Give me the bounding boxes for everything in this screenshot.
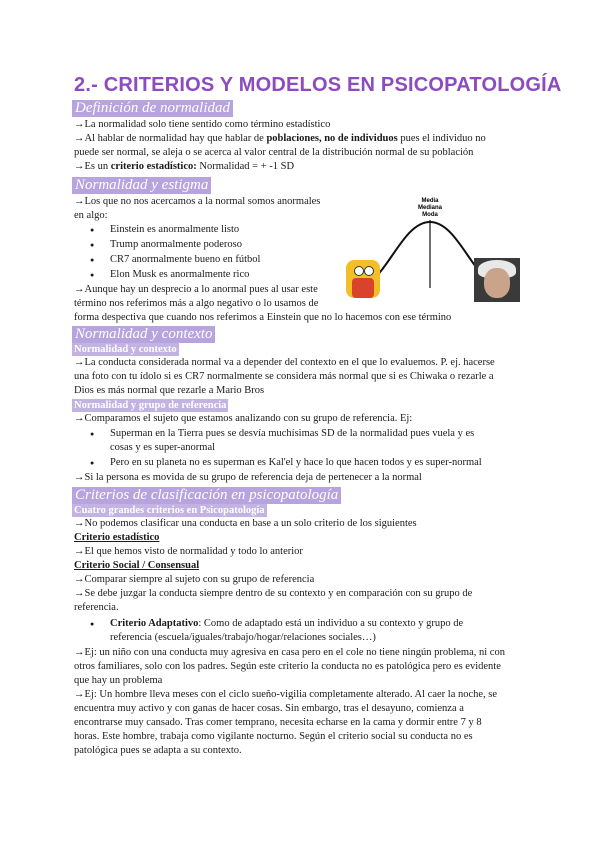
cartoon-eye <box>364 266 374 276</box>
heading-normalidad-estigma: Normalidad y estigma <box>72 177 211 194</box>
bullet-text: Superman en la Tierra pues se desvía muchísimas SD de la normalidad pues vuela y es <box>110 428 475 439</box>
bullet-text: Trump anormalmente poderoso <box>110 239 243 250</box>
subheading-normalidad-contexto: Normalidad y contexto <box>74 344 177 355</box>
cartoon-shirt <box>352 278 374 298</box>
text-run: pues el individuo no <box>397 133 486 144</box>
criterio-adaptativo-label: Criterio Adaptativo <box>110 618 199 629</box>
text-line: término nos referimos más a algo negativo o lo usamos de <box>74 298 319 309</box>
text-line: encontrarse muy cansado. Tras comer temprano, necesita echarse en la cama y dormir entre 7 y 8 <box>74 717 482 728</box>
photo-face <box>484 268 510 298</box>
text-line: otros familiares, solo con los padres. Según este criterio la conducta no es patológica pero es evidente <box>74 661 501 672</box>
label-moda: Moda <box>422 212 438 218</box>
einstein-photo <box>474 258 520 302</box>
heading-criterios-clasificacion: Criterios de clasificación en psicopatología <box>72 487 341 504</box>
text-line: referencia. <box>74 602 119 613</box>
text-run: Normalidad = + -1 SD <box>196 161 295 172</box>
text-line: →Si la persona es movida de su grupo de referencia deja de pertenecer a la normal <box>74 472 422 483</box>
page-title: 2.- CRITERIOS Y MODELOS EN PSICOPATOLOGÍA <box>74 74 562 96</box>
text-line: →La normalidad solo tiene sentido como término estadístico <box>74 119 331 130</box>
text-line: en algo: <box>74 210 108 221</box>
text-line: →Comparar siempre al sujeto con su grupo de referencia <box>74 574 315 585</box>
text-line: →Aunque hay un desprecio a lo anormal pues al usar este <box>74 284 318 295</box>
cartoon-eye <box>354 266 364 276</box>
text-line: →Comparamos el sujeto que estamos analizando con su grupo de referencia. Ej: <box>74 413 413 424</box>
bullet-text: CR7 anormalmente bueno en fútbol <box>110 254 261 265</box>
text-run: →Es un <box>74 161 111 172</box>
heading-definicion-normalidad: Definición de normalidad <box>72 100 233 117</box>
text-line: →No podemos clasificar una conducta en base a un solo criterio de los siguientes <box>74 518 417 529</box>
bullet-text: Elon Musk es anormalmente rico <box>110 269 250 280</box>
heading-normalidad-contexto: Normalidad y contexto <box>72 326 215 343</box>
bullet-text: Einstein es anormalmente listo <box>110 224 240 235</box>
text-line: →La conducta considerada normal va a depender del contexto en el que lo evaluemos. P. ej. hacerse <box>74 357 495 368</box>
bullet-text <box>110 617 463 631</box>
bullet-continuation: cosas y es super-anormal <box>110 442 216 453</box>
text-line: horas. Este hombre, trabaja como vigilante nocturno. Según el criterio social su conducta no es <box>74 731 473 742</box>
label-mediana: Mediana <box>417 205 443 211</box>
text-line <box>74 160 294 174</box>
criterio-estadistico-label: Criterio estadístico <box>74 532 160 543</box>
criterio-social-label: Criterio Social / Consensual <box>74 560 200 571</box>
text-line: que hay un problema <box>74 675 163 686</box>
bullet-continuation: referencia (escuela/iguales/trabajo/hogar/relaciones sociales…) <box>110 632 376 643</box>
subheading-cuatro-criterios: Cuatro grandes criterios en Psicopatología <box>74 505 265 516</box>
subheading-grupo-referencia: Normalidad y grupo de referencia <box>74 400 227 411</box>
text-line: →Ej: Un hombre lleva meses con el ciclo sueño-vigilia completamente alterado. Al caer la noche, se <box>74 689 498 700</box>
text-line: forma despectiva que cuando nos referimos a Einstein que no lo hacemos con ese término <box>74 312 452 323</box>
text-line: →Los que no nos acercamos a la normal somos anormales <box>74 196 321 207</box>
text-run: →Al hablar de normalidad hay que hablar de <box>74 133 267 144</box>
cartoon-character-image <box>346 260 380 298</box>
text-line: puede ser normal, se aleja o se acerca al valor central de la distribución normal de su población <box>74 147 474 158</box>
bullet-text: Pero en su planeta no es superman es Kal'el y hace lo que hacen todos y es super-normal <box>110 457 482 468</box>
bold-text: poblaciones, no de individuos <box>266 133 398 144</box>
text-line: →El que hemos visto de normalidad y todo lo anterior <box>74 546 303 557</box>
text-run: : Como de adaptado está un individuo a su contexto y grupo de <box>198 618 464 629</box>
text-line: →Se debe juzgar la conducta siempre dentro de su contexto y en comparación con su grupo de <box>74 588 473 599</box>
text-line: Dios es más normal que rezarle a Mario Bros <box>74 385 265 396</box>
text-line: encuentra muy activo y con ganas de hacer cosas. Sin embargo, tras el desayuno, comienza a <box>74 703 464 714</box>
text-line: patológica pues se adapta a su contexto. <box>74 745 242 756</box>
label-media: Media <box>421 198 439 204</box>
text-line <box>74 132 486 146</box>
text-line: una foto con tu ídolo si es CR7 normalmente se considera más normal que si es Chiwaka o rezarle a <box>74 371 494 382</box>
text-line: →Ej: un niño con una conducta muy agresiva en casa pero en el cole no tiene ningún problema, ni con <box>74 647 505 658</box>
bold-text: criterio estadístico: <box>110 161 197 172</box>
